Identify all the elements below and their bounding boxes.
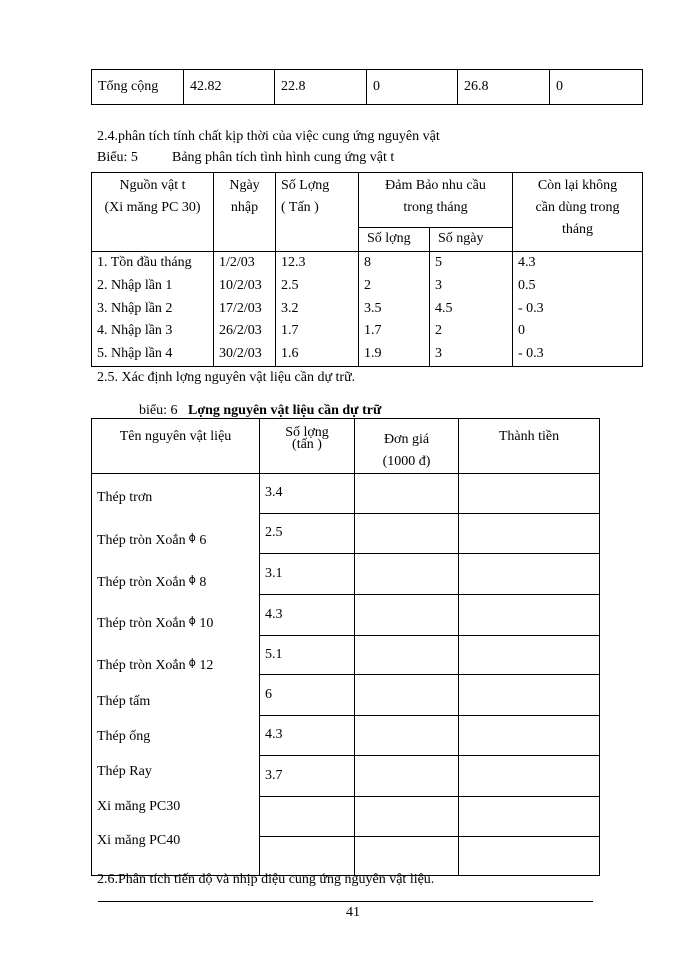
table6-header-qty-line1: Số lợng <box>285 425 329 440</box>
table6-total <box>459 514 600 554</box>
table5-col-remain <box>513 252 643 367</box>
table5-cell: 5. Nhập lần 4 <box>97 346 173 362</box>
footer-divider <box>98 901 593 902</box>
table5-caption-label: Biểu: 5 <box>97 150 138 165</box>
total-value-1: 42.82 <box>184 70 275 105</box>
table5-col-sub-qty <box>359 252 430 367</box>
table5-col-source <box>92 252 214 367</box>
table5-cell: 2. Nhập lần 1 <box>97 277 173 293</box>
table6-header-price <box>355 419 459 474</box>
table6-price <box>355 797 459 837</box>
table6-qty: 4.3 <box>260 716 355 756</box>
table6-price <box>355 554 459 595</box>
table5-col-date <box>214 252 276 367</box>
table6-header-qty-line2: (tấn ) <box>292 437 322 452</box>
table6-qty: 4.3 <box>260 595 355 636</box>
table6-total <box>459 636 600 675</box>
table6-header-total: Thành tiền <box>459 419 600 474</box>
table6-name: Xi măng PC40 <box>97 833 181 848</box>
table5-cell: 1.6 <box>281 346 299 362</box>
table6-name: Thép tròn Xoắn $^\phi$ 8 <box>97 573 207 590</box>
total-value-5: 0 <box>550 70 643 105</box>
section-2-6-heading: 2.6.Phân tích tiến độ và nhịp điệu cung ứng nguyên vật liệu. <box>97 872 435 887</box>
page-number: 41 <box>346 905 360 920</box>
table6-qty: 3.7 <box>260 756 355 797</box>
table5-cell: 3 <box>435 277 442 293</box>
table5-cell: - 0.3 <box>518 300 544 316</box>
table5-subheader-qty: Số lợng <box>359 228 430 252</box>
table6-qty: 6 <box>260 675 355 716</box>
phi-symbol-icon: ϕ <box>188 656 196 669</box>
table5-cell: 2 <box>435 323 442 339</box>
table5-cell: 0 <box>518 323 526 339</box>
table6-price <box>355 837 459 876</box>
table6-qty <box>260 837 355 876</box>
table5-cell: 1.7 <box>281 323 299 339</box>
table5-col-qty <box>276 252 359 367</box>
table6-total <box>459 554 600 595</box>
phi-symbol-icon: ϕ <box>188 573 196 586</box>
table5-cell: 3. Nhập lần 2 <box>97 300 173 316</box>
table5-caption-title: Bảng phân tích tình hình cung ứng vật t <box>172 150 395 165</box>
table5-header-qty <box>276 173 359 252</box>
table6-qty: 5.1 <box>260 636 355 675</box>
table5-cell: 3.5 <box>364 300 382 316</box>
total-value-3: 0 <box>367 70 458 105</box>
table5-cell: 2.5 <box>281 277 299 293</box>
table6-header-row <box>92 419 600 474</box>
phi-symbol-icon: ϕ <box>188 614 196 627</box>
table6-price <box>355 716 459 756</box>
table5-header-qty-line2: ( Tấn ) <box>281 200 319 215</box>
table5-cell: 1.7 <box>364 323 382 339</box>
table5-header-remain-line1: Còn lại không <box>537 178 618 193</box>
table5-header-date-line2: nhập <box>230 200 259 215</box>
table6-total <box>459 595 600 636</box>
table6-header-qty <box>260 419 355 474</box>
table5-cell: 2 <box>364 277 371 293</box>
table5-cell: 8 <box>364 255 371 270</box>
table6-header-name: Tên nguyên vật liệu <box>92 419 260 474</box>
total-row-table <box>91 69 643 105</box>
table6-row <box>92 474 600 514</box>
table5-cell: 5 <box>435 255 442 270</box>
table6-name: Thép tròn Xoắn $^\phi$ 10 <box>97 614 214 631</box>
section-2-4-heading: 2.4.phân tích tính chất kịp thời của việc cung ứng nguyên vật <box>97 129 440 144</box>
table6-qty <box>260 797 355 837</box>
table5-cell: 4. Nhập lần 3 <box>97 323 173 339</box>
table6-price <box>355 595 459 636</box>
table6-header-price-line1: Đơn giá <box>383 432 430 447</box>
table6-qty: 3.4 <box>260 474 355 514</box>
table5-body-row <box>92 252 643 367</box>
table6-name: Thép Ray <box>97 764 152 779</box>
supply-analysis-table <box>91 172 643 367</box>
table5-cell: - 0.3 <box>518 346 544 362</box>
table6-name: Thép tròn Xoắn $^\phi$ 6 <box>97 531 207 548</box>
table6-price <box>355 675 459 716</box>
table6-name: Thép tấm <box>97 694 151 709</box>
table5-header-guarantee-line1: Đảm Bảo nhu cầu <box>385 178 486 193</box>
table6-name: Thép tròn Xoắn $^\phi$ 12 <box>97 656 214 673</box>
table6-qty: 3.1 <box>260 554 355 595</box>
table5-cell: 1.9 <box>364 346 382 362</box>
table5-header-remain-line2: cần dùng trong <box>535 200 620 215</box>
total-value-4: 26.8 <box>458 70 550 105</box>
table5-cell: 12.3 <box>281 255 306 270</box>
table5-subheader-days: Số ngày <box>430 228 513 252</box>
table5-cell: 3.2 <box>281 300 299 316</box>
table5-header-guarantee <box>359 173 513 228</box>
table6-header-price-line2: (1000 đ) <box>382 454 431 469</box>
table5-cell: 4.5 <box>435 300 453 316</box>
table6-name: Thép trơn <box>97 490 153 505</box>
table5-header-date-line1: Ngày <box>229 178 260 193</box>
total-label: Tổng cộng <box>92 70 184 105</box>
table5-header-source <box>92 173 214 252</box>
table6-name: Xi măng PC30 <box>97 799 181 814</box>
table5-cell: 1. Tồn đầu tháng <box>97 255 192 270</box>
table5-header-row <box>92 173 643 228</box>
table5-header-remain <box>513 173 643 252</box>
table5-cell: 1/2/03 <box>219 255 255 270</box>
table5-cell: 26/2/03 <box>219 323 262 339</box>
total-row <box>92 70 643 105</box>
table5-header-source-line1: Nguồn vật t <box>119 178 186 193</box>
table6-total <box>459 675 600 716</box>
table5-header-source-line2: (Xi măng PC 30) <box>104 200 201 215</box>
table6-name-column <box>92 474 260 876</box>
table5-cell: 3 <box>435 346 442 362</box>
table5-cell: 30/2/03 <box>219 346 262 362</box>
table6-total <box>459 756 600 797</box>
table5-cell: 17/2/03 <box>219 300 262 316</box>
table5-cell: 4.3 <box>518 255 536 270</box>
table6-total <box>459 716 600 756</box>
table6-price <box>355 474 459 514</box>
table6-caption-title: Lợng nguyên vật liệu cần dự trữ <box>188 403 382 418</box>
table5-header-date <box>214 173 276 252</box>
table5-header-remain-line3: tháng <box>561 222 594 237</box>
table6-price <box>355 514 459 554</box>
table6-price <box>355 636 459 675</box>
table6-qty: 2.5 <box>260 514 355 554</box>
reserve-materials-table <box>91 418 600 876</box>
table6-total <box>459 797 600 837</box>
table6-caption-label: biểu: 6 <box>139 403 178 418</box>
table5-header-qty-line1: Số Lợng <box>281 178 330 193</box>
table5-col-sub-days <box>430 252 513 367</box>
table5-header-guarantee-line2: trong tháng <box>403 200 468 215</box>
table6-price <box>355 756 459 797</box>
table6-total <box>459 474 600 514</box>
section-2-5-heading: 2.5. Xác định lợng nguyên vật liệu cần dự trữ. <box>97 370 356 385</box>
table6-total <box>459 837 600 876</box>
table6-name: Thép ống <box>97 729 151 744</box>
phi-symbol-icon: ϕ <box>188 531 196 544</box>
total-value-2: 22.8 <box>275 70 367 105</box>
table5-cell: 0.5 <box>518 277 536 293</box>
table5-cell: 10/2/03 <box>219 277 262 293</box>
